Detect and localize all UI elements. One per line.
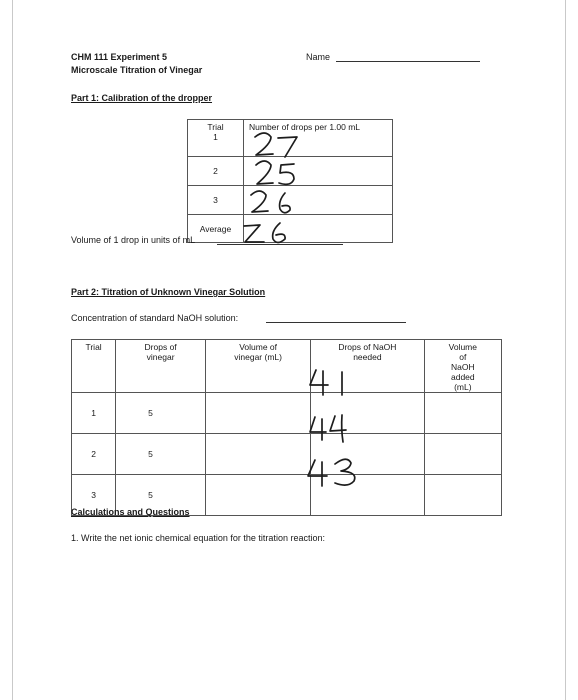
drops-vinegar-cell: 5: [116, 475, 206, 516]
titration-table: [71, 339, 502, 516]
average-label: Average: [199, 223, 232, 234]
calculations-title: Calculations and Questions: [71, 507, 190, 517]
name-label: Name: [306, 52, 331, 62]
drop-volume-label: Volume of 1 drop in units of mL: [71, 235, 196, 245]
drops-vinegar-cell: 5: [116, 434, 206, 475]
part2-title: Part 2: Titration of Unknown Vinegar Solution: [71, 287, 266, 297]
name-blank: [336, 61, 480, 62]
header-drops-naoh: Drops of NaOH needed: [311, 340, 425, 393]
header-volume-naoh: Volume of NaOH added (mL): [424, 340, 501, 393]
trial-label: 3: [213, 195, 218, 205]
average-cell: [188, 215, 244, 243]
concentration-label: Concentration of standard NaOH solution:: [71, 313, 239, 323]
trial-2-cell: [188, 157, 244, 186]
drops-vinegar-cell: 5: [116, 393, 206, 434]
page-right-edge: [565, 0, 566, 700]
handwritten-26-average: [240, 217, 310, 247]
question-1: 1. Write the net ionic chemical equation for the titration reaction:: [71, 533, 325, 543]
trial-1-cell: [188, 120, 244, 157]
handwritten-41: [306, 367, 366, 399]
trial-label: 2: [213, 166, 218, 176]
volume-vinegar-cell: [206, 393, 311, 434]
trial-label: 1: [213, 132, 218, 142]
trial-3-cell: [188, 186, 244, 215]
trial-cell: 2: [72, 434, 116, 475]
volume-naoh-cell: [424, 393, 501, 434]
trial-header: Trial: [207, 122, 224, 132]
course-title: CHM 111 Experiment 5: [71, 52, 168, 62]
trial-cell: 1: [72, 393, 116, 434]
page-left-edge: [12, 0, 13, 700]
handwritten-27: [252, 130, 312, 160]
handwritten-43: [304, 455, 374, 489]
drops-header: Number of drops per 1.00 mL: [249, 122, 361, 132]
part1-title: Part 1: Calibration of the dropper: [71, 93, 213, 103]
handwritten-26: [248, 187, 308, 217]
concentration-blank: [266, 322, 406, 323]
volume-naoh-cell: [424, 434, 501, 475]
volume-vinegar-cell: [206, 434, 311, 475]
trial-cell: 3: [72, 475, 116, 516]
drop-volume-blank: [217, 244, 343, 245]
handwritten-25: [252, 158, 312, 190]
volume-vinegar-cell: [206, 475, 311, 516]
volume-naoh-cell: [424, 475, 501, 516]
header-drops-vinegar: Drops of vinegar: [116, 340, 206, 393]
header-volume-vinegar: Volume of vinegar (mL): [206, 340, 311, 393]
handwritten-44: [306, 412, 366, 444]
header-trial: Trial: [72, 340, 116, 393]
experiment-subtitle: Microscale Titration of Vinegar: [71, 65, 203, 75]
